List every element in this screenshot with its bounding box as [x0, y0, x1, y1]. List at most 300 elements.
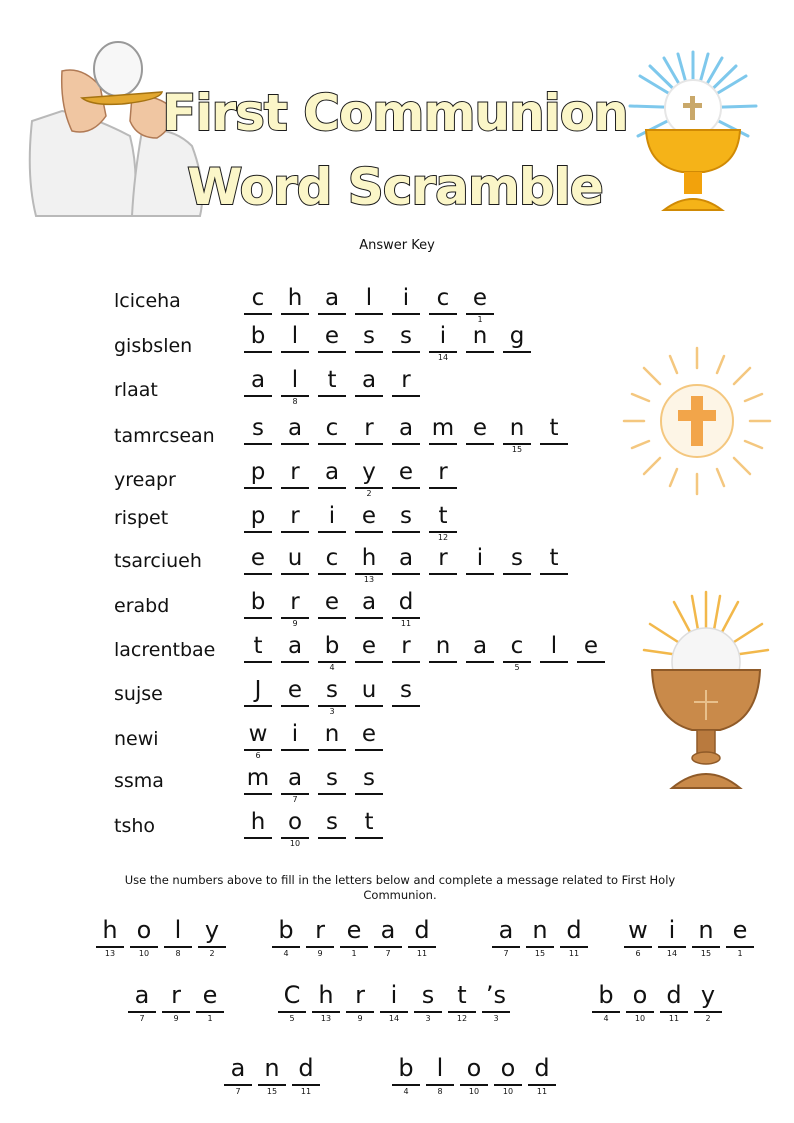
letter-underline [355, 443, 383, 445]
answer-letter: s [326, 677, 338, 703]
scrambled-word: ssma [114, 770, 164, 792]
clue-number: 6 [255, 751, 261, 760]
answer-letter: r [438, 459, 448, 485]
letter-slot [242, 720, 274, 758]
letter-underline [374, 946, 402, 948]
clue-number: 6 [635, 949, 641, 958]
letter-underline [272, 946, 300, 948]
answer-letter: J [254, 677, 262, 703]
letter-slot [390, 366, 422, 404]
letter-slot [390, 544, 422, 582]
answer-letter: l [291, 367, 299, 393]
clue-number: 9 [173, 1014, 179, 1023]
answer-letter: e [346, 916, 362, 944]
letter-slot [464, 632, 496, 670]
letter-slot [279, 588, 311, 626]
answer-letter: ’s [485, 981, 507, 1009]
letter-slot [242, 414, 274, 452]
answer-letter: e [287, 677, 303, 703]
letter-underline [355, 837, 383, 839]
answer-letter: d [298, 1054, 314, 1082]
answer-letter: s [400, 323, 412, 349]
answer-letter: t [364, 809, 374, 835]
scrambled-word: erabd [114, 595, 170, 617]
letter-underline [128, 1011, 156, 1013]
clue-number: 4 [603, 1014, 609, 1023]
answer-key-label: Answer Key [359, 238, 435, 253]
letter-slot [501, 414, 533, 452]
letter-underline [355, 313, 383, 315]
clue-number: 9 [357, 1014, 363, 1023]
answer-letter: o [287, 809, 303, 835]
letter-underline [380, 1011, 408, 1013]
clue-number: 10 [634, 1014, 646, 1023]
page-title-line-1: First Communion [162, 84, 628, 142]
letter-slot [372, 915, 404, 958]
letter-slot [242, 502, 274, 540]
letter-slot [316, 632, 348, 670]
answer-letter: h [318, 981, 334, 1009]
answer-letter: a [287, 765, 303, 791]
letter-slot [316, 720, 348, 758]
answer-letter: r [290, 589, 300, 615]
letter-underline [392, 531, 420, 533]
letter-underline [503, 573, 531, 575]
letter-underline [224, 1084, 252, 1086]
letter-slot [160, 980, 192, 1023]
clue-number: 7 [235, 1087, 241, 1096]
answer-letter: a [250, 367, 266, 393]
clue-number: 11 [400, 619, 412, 628]
answer-letter: t [327, 367, 337, 393]
answer-letter: s [326, 765, 338, 791]
answer-letter: d [566, 916, 582, 944]
clue-number: 2 [366, 489, 372, 498]
letter-underline [658, 946, 686, 948]
letter-slot [690, 915, 722, 958]
clue-number: 7 [503, 949, 509, 958]
clue-number: 15 [511, 445, 523, 454]
letter-slot [390, 458, 422, 496]
answer-letter: l [174, 916, 182, 944]
letter-slot [316, 808, 348, 846]
answer-letter: m [246, 765, 270, 791]
answer-letter: y [362, 459, 376, 485]
answer-letter: c [325, 545, 339, 571]
answer-letter: t [253, 633, 263, 659]
letter-underline [392, 351, 420, 353]
letter-underline [526, 946, 554, 948]
letter-slot [427, 544, 459, 582]
letter-slot [480, 980, 512, 1023]
clue-number: 9 [317, 949, 323, 958]
scrambled-word: tsho [114, 815, 156, 837]
letter-slot [353, 458, 385, 496]
answer-letter: c [325, 415, 339, 441]
letter-slot [464, 414, 496, 452]
letter-underline [318, 617, 346, 619]
letter-slot [622, 915, 654, 958]
letter-slot [344, 980, 376, 1023]
letter-underline [281, 661, 309, 663]
letter-slot [446, 980, 478, 1023]
letter-slot [316, 322, 348, 360]
letter-slot [353, 502, 385, 540]
answer-letter: s [400, 677, 412, 703]
answer-letter: b [278, 916, 294, 944]
letter-slot [590, 980, 622, 1023]
scrambled-word: sujse [114, 683, 163, 705]
letter-underline [355, 395, 383, 397]
letter-slot [492, 1053, 524, 1096]
letter-underline [540, 443, 568, 445]
letter-underline [392, 395, 420, 397]
letter-slot [538, 414, 570, 452]
letter-slot [316, 544, 348, 582]
answer-letter: e [361, 633, 377, 659]
letter-underline [448, 1011, 476, 1013]
answer-letter: t [457, 981, 467, 1009]
clue-number: 1 [351, 949, 357, 958]
answer-letter: r [290, 503, 300, 529]
clue-number: 8 [292, 397, 298, 406]
letter-underline [244, 531, 272, 533]
clue-number: 5 [289, 1014, 295, 1023]
letter-slot [501, 544, 533, 582]
answer-letter: e [472, 285, 488, 311]
letter-underline [96, 946, 124, 948]
sun-cross-icon [622, 346, 772, 496]
answer-letter: s [511, 545, 523, 571]
letter-underline [355, 793, 383, 795]
letter-underline [318, 395, 346, 397]
letter-slot [575, 632, 607, 670]
letter-slot [94, 915, 126, 958]
letter-underline [540, 573, 568, 575]
letter-slot [242, 588, 274, 626]
letter-underline [281, 313, 309, 315]
answer-letter: b [598, 981, 614, 1009]
letter-slot [316, 458, 348, 496]
letter-underline [429, 313, 457, 315]
letter-slot [279, 676, 311, 714]
letter-underline [392, 443, 420, 445]
scrambled-word: lciceha [114, 290, 181, 312]
letter-slot [279, 284, 311, 322]
answer-letter: d [398, 589, 414, 615]
letter-underline [624, 946, 652, 948]
answer-letter: u [361, 677, 377, 703]
clue-number: 10 [138, 949, 150, 958]
letter-slot [279, 414, 311, 452]
clue-number: 10 [289, 839, 301, 848]
letter-underline [592, 1011, 620, 1013]
letter-slot [353, 676, 385, 714]
clue-number: 3 [493, 1014, 499, 1023]
letter-underline [560, 946, 588, 948]
letter-underline [281, 705, 309, 707]
letter-slot [279, 544, 311, 582]
scrambled-word: rispet [114, 507, 169, 529]
answer-letter: s [421, 981, 435, 1009]
answer-letter: e [250, 545, 266, 571]
letter-underline [355, 705, 383, 707]
letter-underline [466, 443, 494, 445]
answer-letter: s [252, 415, 264, 441]
letter-slot [458, 1053, 490, 1096]
letter-slot [427, 502, 459, 540]
letter-slot [390, 632, 422, 670]
answer-letter: e [361, 503, 377, 529]
answer-letter: e [732, 916, 748, 944]
scrambled-word: tsarciueh [114, 550, 202, 572]
answer-letter: u [287, 545, 303, 571]
letter-underline [346, 1011, 374, 1013]
clue-number: 12 [456, 1014, 468, 1023]
answer-letter: y [204, 916, 220, 944]
answer-letter: n [698, 916, 714, 944]
answer-letter: a [361, 367, 377, 393]
answer-letter: r [355, 981, 365, 1009]
letter-underline [318, 313, 346, 315]
letter-underline [466, 351, 494, 353]
letter-underline [244, 793, 272, 795]
answer-letter: i [439, 323, 447, 349]
answer-letter: t [438, 503, 448, 529]
letter-underline [312, 1011, 340, 1013]
instruction-text: Use the numbers above to fill in the letters below and complete a message related to First Holy Communion. [124, 873, 676, 902]
answer-letter: e [472, 415, 488, 441]
letter-underline [726, 946, 754, 948]
clue-number: 3 [425, 1014, 431, 1023]
letter-slot [390, 502, 422, 540]
letter-slot [316, 284, 348, 322]
clue-number: 13 [320, 1014, 332, 1023]
letter-slot [194, 980, 226, 1023]
answer-letter: a [324, 285, 340, 311]
answer-letter: m [431, 415, 455, 441]
answer-letter: n [435, 633, 451, 659]
letter-slot [390, 588, 422, 626]
letter-underline [244, 661, 272, 663]
letter-slot [279, 808, 311, 846]
letter-slot [427, 322, 459, 360]
answer-letter: a [324, 459, 340, 485]
letter-underline [460, 1084, 488, 1086]
letter-slot [126, 980, 158, 1023]
letter-underline [482, 1011, 510, 1013]
clue-number: 4 [403, 1087, 409, 1096]
answer-letter: a [498, 916, 514, 944]
letter-slot [406, 915, 438, 958]
letter-slot [353, 366, 385, 404]
letter-slot [427, 632, 459, 670]
letter-underline [692, 946, 720, 948]
letter-underline [244, 705, 272, 707]
letter-underline [162, 1011, 190, 1013]
answer-letter: t [549, 545, 559, 571]
letter-underline [198, 946, 226, 948]
letter-slot [338, 915, 370, 958]
letter-slot [279, 322, 311, 360]
answer-letter: i [328, 503, 336, 529]
letter-slot [242, 764, 274, 802]
scrambled-word: lacrentbae [114, 639, 216, 661]
letter-underline [318, 351, 346, 353]
scrambled-word: yreapr [114, 469, 176, 491]
letter-slot [242, 458, 274, 496]
answer-letter: l [550, 633, 558, 659]
answer-letter: b [324, 633, 340, 659]
letter-underline [355, 749, 383, 751]
answer-letter: r [401, 367, 411, 393]
letter-slot [390, 676, 422, 714]
clue-number: 11 [536, 1087, 548, 1096]
letter-slot [162, 915, 194, 958]
answer-letter: a [287, 415, 303, 441]
answer-letter: g [509, 323, 525, 349]
answer-letter: h [250, 809, 266, 835]
letter-underline [466, 573, 494, 575]
letter-underline [244, 443, 272, 445]
clue-number: 8 [175, 949, 181, 958]
letter-slot [390, 284, 422, 322]
letter-slot [353, 284, 385, 322]
letter-underline [318, 749, 346, 751]
answer-letter: a [398, 545, 414, 571]
clue-number: 14 [388, 1014, 400, 1023]
clue-number: 9 [292, 619, 298, 628]
answer-letter: b [250, 323, 266, 349]
answer-letter: r [290, 459, 300, 485]
clue-number: 10 [502, 1087, 514, 1096]
letter-slot [270, 915, 302, 958]
letter-underline [492, 946, 520, 948]
letter-underline [494, 1084, 522, 1086]
letter-underline [392, 1084, 420, 1086]
letter-slot [353, 544, 385, 582]
letter-underline [426, 1084, 454, 1086]
letter-underline [694, 1011, 722, 1013]
answer-letter: d [666, 981, 682, 1009]
letter-underline [318, 443, 346, 445]
clue-number: 11 [300, 1087, 312, 1096]
letter-underline [429, 573, 457, 575]
letter-slot [353, 588, 385, 626]
answer-letter: a [472, 633, 488, 659]
clue-number: 3 [329, 707, 335, 716]
letter-slot [526, 1053, 558, 1096]
letter-underline [244, 395, 272, 397]
answer-letter: c [510, 633, 524, 659]
letter-slot [279, 720, 311, 758]
letter-slot [390, 322, 422, 360]
answer-letter: n [264, 1054, 280, 1082]
letter-underline [244, 573, 272, 575]
clue-number: 15 [266, 1087, 278, 1096]
answer-letter: i [668, 916, 676, 944]
answer-letter: n [324, 721, 340, 747]
letter-underline [318, 837, 346, 839]
clue-number: 15 [700, 949, 712, 958]
letter-slot [242, 808, 274, 846]
letter-slot [242, 632, 274, 670]
answer-letter: C [283, 981, 301, 1009]
answer-letter: r [438, 545, 448, 571]
letter-slot [256, 1053, 288, 1096]
answer-letter: a [287, 633, 303, 659]
clue-number: 7 [139, 1014, 145, 1023]
answer-letter: i [402, 285, 410, 311]
letter-underline [429, 661, 457, 663]
letter-slot [279, 366, 311, 404]
answer-letter: t [549, 415, 559, 441]
answer-letter: h [102, 916, 118, 944]
letter-underline [340, 946, 368, 948]
letter-slot [353, 764, 385, 802]
answer-letter: c [436, 285, 450, 311]
answer-letter: l [365, 285, 373, 311]
letter-slot [692, 980, 724, 1023]
letter-underline [281, 531, 309, 533]
letter-underline [540, 661, 568, 663]
letter-slot [390, 414, 422, 452]
letter-underline [258, 1084, 286, 1086]
clue-number: 1 [477, 315, 483, 324]
letter-underline [244, 313, 272, 315]
clue-number: 7 [385, 949, 391, 958]
clue-number: 11 [668, 1014, 680, 1023]
letter-underline [318, 573, 346, 575]
letter-underline [392, 705, 420, 707]
letter-slot [316, 502, 348, 540]
answer-letter: a [230, 1054, 246, 1082]
letter-slot [279, 458, 311, 496]
clue-number: 1 [207, 1014, 213, 1023]
clue-number: 11 [568, 949, 580, 958]
letter-slot [501, 322, 533, 360]
clue-number: 11 [416, 949, 428, 958]
answer-letter: r [171, 981, 181, 1009]
clue-number: 13 [104, 949, 116, 958]
answer-letter: n [532, 916, 548, 944]
bronze-chalice-host-icon [640, 590, 770, 795]
clue-number: 14 [437, 353, 449, 362]
answer-letter: p [250, 503, 266, 529]
clue-number: 10 [468, 1087, 480, 1096]
letter-underline [318, 531, 346, 533]
answer-letter: r [401, 633, 411, 659]
letter-slot [464, 284, 496, 322]
letter-slot [558, 915, 590, 958]
clue-number: 8 [437, 1087, 443, 1096]
letter-slot [353, 808, 385, 846]
answer-letter: l [436, 1054, 444, 1082]
letter-underline [318, 487, 346, 489]
letter-slot [316, 366, 348, 404]
answer-letter: n [472, 323, 488, 349]
letter-slot [464, 544, 496, 582]
letter-underline [244, 617, 272, 619]
clue-number: 5 [514, 663, 520, 672]
letter-underline [392, 661, 420, 663]
answer-letter: i [291, 721, 299, 747]
letter-underline [626, 1011, 654, 1013]
answer-letter: a [398, 415, 414, 441]
letter-underline [355, 617, 383, 619]
letter-slot [656, 915, 688, 958]
answer-letter: i [476, 545, 484, 571]
